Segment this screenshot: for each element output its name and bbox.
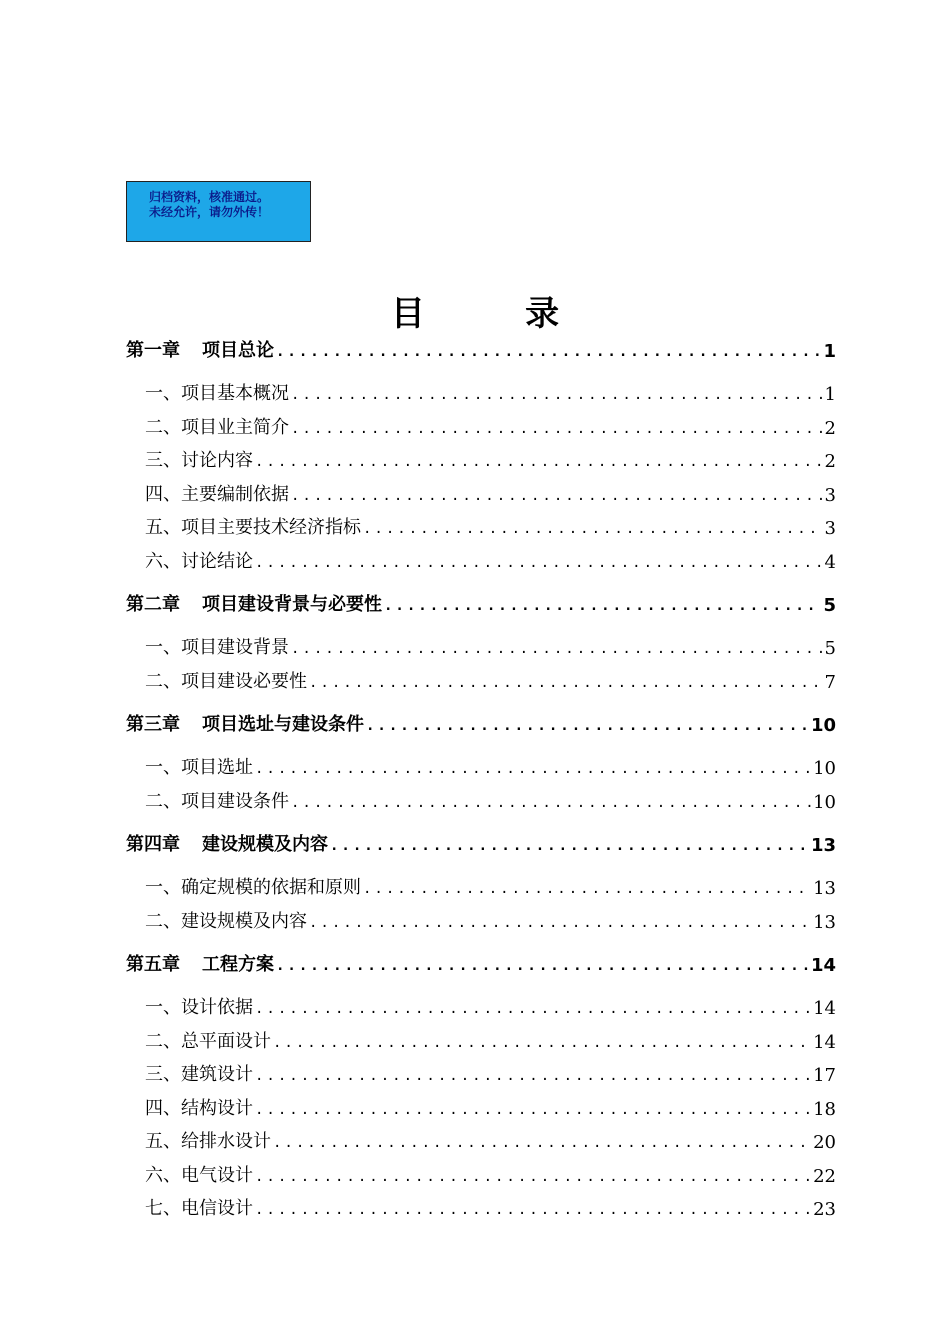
- toc-chapter-number: 第五章: [126, 954, 180, 975]
- toc-page-number: 2: [824, 417, 836, 439]
- toc-entry-label: 三、建筑设计: [145, 1064, 253, 1085]
- toc-section-entry[interactable]: [145, 873, 836, 899]
- toc-entry-label: 二、项目业主简介: [145, 416, 289, 438]
- toc-entry-label: 三、讨论内容: [145, 450, 253, 471]
- toc-entry-label: 一、项目基本概况: [145, 383, 289, 404]
- toc-chapter-entry[interactable]: [126, 710, 836, 736]
- toc-page-number: 1: [823, 341, 836, 362]
- toc-dot-leader: [330, 836, 809, 856]
- toc-entry-label: 一、项目建设背景: [145, 637, 289, 658]
- toc-chapter-entry[interactable]: [126, 950, 836, 976]
- toc-entry-label: [126, 590, 382, 616]
- toc-entry-label: 四、主要编制依据: [145, 483, 289, 505]
- toc-page-number: 18: [813, 1098, 836, 1120]
- toc-dot-leader: [366, 716, 809, 736]
- toc-chapter-title: 工程方案: [202, 954, 274, 975]
- toc-dot-leader: [309, 673, 823, 693]
- toc-dot-leader: [363, 519, 823, 539]
- toc-entry-label: [126, 710, 364, 736]
- toc-page-number: 2: [824, 451, 836, 472]
- toc-entry-label: 二、项目建设必要性: [145, 670, 307, 692]
- toc-section-entry[interactable]: [145, 787, 836, 813]
- toc-section-entry[interactable]: [145, 379, 836, 405]
- toc-section-entry[interactable]: [145, 1194, 836, 1220]
- toc-page-number: 3: [824, 518, 836, 539]
- toc-dot-leader: [276, 956, 809, 976]
- toc-entry-label: [126, 336, 274, 362]
- toc-page-number: 14: [810, 955, 836, 976]
- toc-dot-leader: [255, 452, 823, 472]
- toc-page-number: 1: [824, 384, 836, 405]
- toc-page-number: 10: [813, 791, 836, 813]
- toc-chapter-entry[interactable]: [126, 830, 836, 856]
- toc-chapter-number: 第二章: [126, 594, 180, 615]
- toc-dot-leader: [273, 1133, 811, 1153]
- toc-page-number: 23: [813, 1199, 836, 1220]
- toc-entry-label: 二、建设规模及内容: [145, 910, 307, 932]
- toc-section-entry[interactable]: [145, 1094, 836, 1120]
- toc-dot-leader: [363, 879, 811, 899]
- archive-stamp: [126, 181, 311, 242]
- toc-section-entry[interactable]: [145, 547, 836, 573]
- toc-dot-leader: [291, 639, 823, 659]
- toc-page-number: 13: [810, 835, 836, 856]
- toc-section-entry[interactable]: [145, 753, 836, 779]
- toc-entry-label: 一、设计依据: [145, 997, 253, 1018]
- toc-section-entry[interactable]: [145, 1161, 836, 1187]
- toc-page-number: 17: [813, 1065, 836, 1086]
- toc-page-number: 5: [824, 638, 836, 659]
- toc-entry-label: [126, 830, 328, 856]
- toc-entry-label: 二、总平面设计: [145, 1030, 271, 1052]
- toc-entry-label: [126, 950, 274, 976]
- toc-section-entry[interactable]: [145, 446, 836, 472]
- toc-dot-leader: [384, 596, 821, 616]
- toc-entry-label: 五、项目主要技术经济指标: [145, 517, 361, 538]
- toc-entry-label: 四、结构设计: [145, 1097, 253, 1119]
- toc-entry-label: 六、电气设计: [145, 1164, 253, 1186]
- toc-page-number: 4: [824, 551, 836, 573]
- toc-section-entry[interactable]: [145, 907, 836, 933]
- toc-page-number: 14: [813, 1031, 836, 1053]
- toc-page-number: 22: [813, 1165, 836, 1187]
- toc-dot-leader: [255, 1100, 811, 1120]
- toc-page-number: 3: [824, 484, 836, 506]
- toc-dot-leader: [291, 385, 823, 405]
- toc-entry-label: 五、给排水设计: [145, 1131, 271, 1152]
- toc-chapter-number: 第四章: [126, 834, 180, 855]
- toc-entry-label: 一、确定规模的依据和原则: [145, 877, 361, 898]
- toc-section-entry[interactable]: [145, 513, 836, 539]
- toc-page-number: 13: [813, 878, 836, 899]
- toc-section-entry[interactable]: [145, 413, 836, 439]
- toc-dot-leader: [255, 999, 811, 1019]
- toc-page-number: 7: [824, 671, 836, 693]
- toc-section-entry[interactable]: [145, 1027, 836, 1053]
- toc-section-entry[interactable]: [145, 667, 836, 693]
- toc-page-number: 10: [810, 715, 836, 736]
- toc-chapter-title: 项目选址与建设条件: [202, 714, 364, 735]
- toc-chapter-title: 项目建设背景与必要性: [202, 594, 382, 615]
- toc-page-number: 20: [813, 1132, 836, 1153]
- stamp-line-1: 归档资料，核准通过。: [149, 190, 270, 204]
- toc-dot-leader: [309, 913, 811, 933]
- toc-page-number: 10: [813, 758, 836, 779]
- toc-section-entry[interactable]: [145, 1127, 836, 1153]
- toc-dot-leader: [255, 1066, 811, 1086]
- toc-entry-label: 六、讨论结论: [145, 550, 253, 572]
- toc-section-entry[interactable]: [145, 633, 836, 659]
- toc-chapter-entry[interactable]: [126, 590, 836, 616]
- toc-section-entry[interactable]: [145, 993, 836, 1019]
- toc-dot-leader: [291, 793, 811, 813]
- toc-page-number: 14: [813, 998, 836, 1019]
- stamp-line-2: 未经允许，请勿外传！: [149, 205, 270, 219]
- toc-entry-label: 一、项目选址: [145, 757, 253, 778]
- toc-section-entry[interactable]: [145, 480, 836, 506]
- toc-dot-leader: [255, 553, 823, 573]
- toc-page-number: 5: [823, 595, 836, 616]
- toc-dot-leader: [255, 759, 811, 779]
- toc-dot-leader: [291, 419, 823, 439]
- toc-dot-leader: [273, 1033, 811, 1053]
- toc-chapter-title: 建设规模及内容: [202, 834, 328, 855]
- page-title: 目 录: [390, 294, 604, 334]
- toc-dot-leader: [255, 1200, 811, 1220]
- toc-entry-label: 二、项目建设条件: [145, 790, 289, 812]
- toc-dot-leader: [291, 486, 823, 506]
- toc-chapter-entry[interactable]: [126, 336, 836, 362]
- toc-page-number: 13: [813, 911, 836, 933]
- toc-dot-leader: [255, 1167, 811, 1187]
- toc-chapter-title: 项目总论: [202, 340, 274, 361]
- toc-dot-leader: [276, 342, 821, 362]
- toc-chapter-number: 第三章: [126, 714, 180, 735]
- toc-section-entry[interactable]: [145, 1060, 836, 1086]
- toc-entry-label: 七、电信设计: [145, 1198, 253, 1219]
- toc-chapter-number: 第一章: [126, 340, 180, 361]
